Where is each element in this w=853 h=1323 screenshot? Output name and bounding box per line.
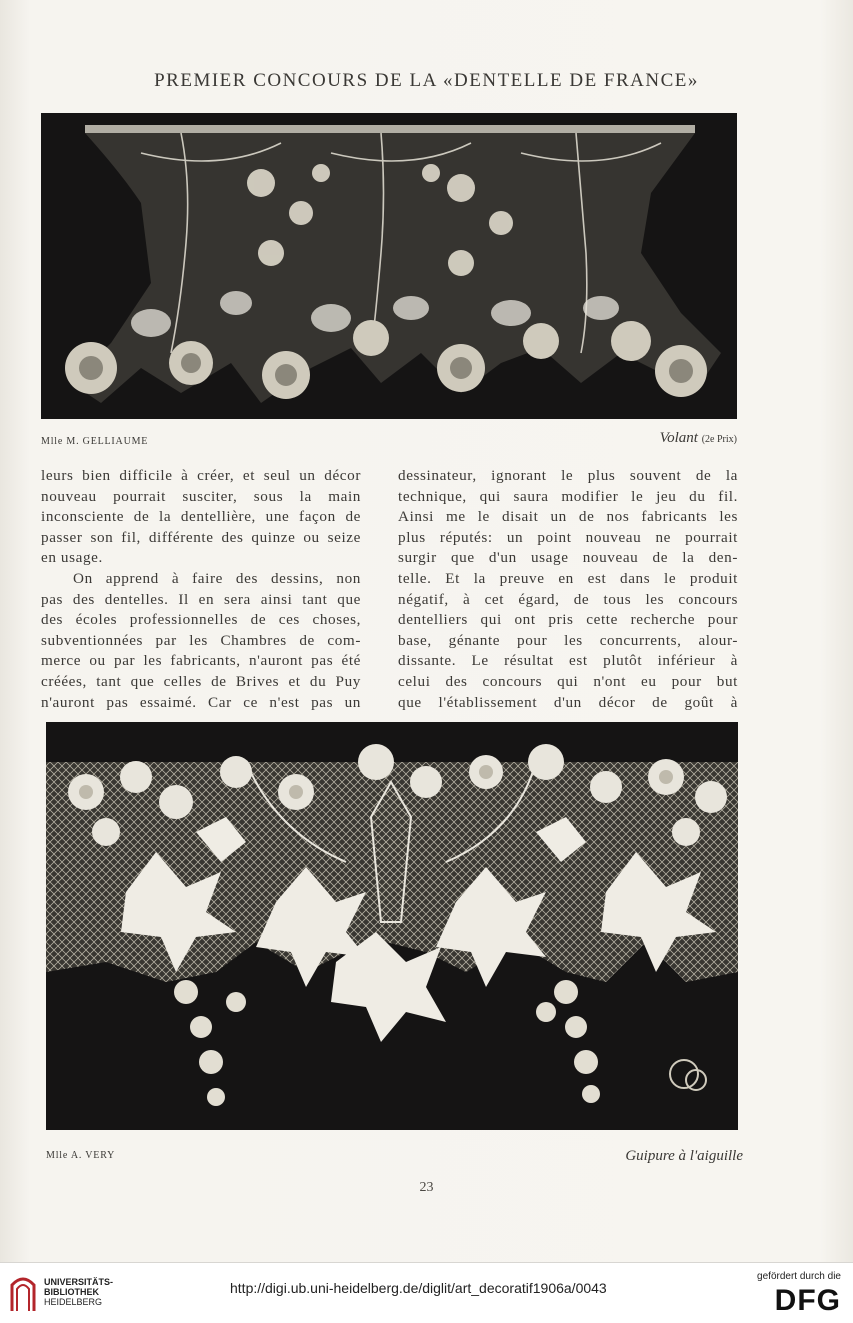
plate1-caption-prize: (2e Prix) [701,434,737,445]
viewer-footer [0,1262,853,1323]
plate1-caption-title [660,430,737,447]
text-column-left [41,466,361,713]
text-line: dissante. Le résultat est plutôt inférieur à [398,652,738,670]
library-logo-icon [10,1271,36,1313]
text-line: leurs bien difficile à créer, et seul un décor [41,467,361,484]
plate2-caption-artist: Mlle A. VERY [46,1150,116,1161]
text-line: des écoles professionnelles de ces choses, [41,611,361,629]
library-line: UNIVERSITÄTS- [44,1277,114,1287]
text-line: base, génante pour les concurrents, alour- [398,631,738,649]
text-line: merce ou par les fabricants, n'auront pas été [41,652,361,670]
text-column-right [398,466,738,713]
text-line: technique, qui saura modifier le jeu du fil. [398,487,738,505]
text-line: dessinateur, ignorant le plus souvent de la [398,467,738,484]
text-line: surgir que d'un usage nouveau de la den- [398,549,738,567]
text-line: On apprend à faire des dessins, non [73,569,361,587]
text-line: en usage. [41,549,103,567]
text-line: pas des dentelles. Il en sera ainsi tant que [41,590,361,608]
text-line: Ainsi me le disait un de nos fabricants les [398,508,738,526]
dfg-logo: DFG [774,1284,841,1317]
library-name [44,1277,113,1307]
text-line: créées, tant que celles de Brives et du Puy [41,672,361,690]
text-line: passer son fil, différente des quinze ou seize [41,528,361,546]
library-line: BIBLIOTHEK [44,1287,99,1297]
plate1-caption-artist: Mlle M. GELLIAUME [41,436,149,447]
running-head: PREMIER CONCOURS DE LA «DENTELLE DE FRANCE» [154,70,699,91]
funding-label: gefördert durch die [757,1271,841,1282]
text-line: négatif, à cet égard, de tous les concours [398,590,738,608]
text-line: subventionnées par les Chambres de com- [41,631,361,649]
text-line: que l'établissement d'un décor de goût à [398,693,738,711]
lace-plate-guipure [46,722,738,1130]
lace-illustration-guipure [46,722,738,1130]
library-line: HEIDELBERG [44,1297,103,1307]
lace-plate-volant [41,113,737,419]
page-number: 23 [419,1180,434,1195]
text-line: celui des concours qui n'ont eu pour but [398,672,738,690]
text-line: dentelliers qui ont pris cette recherche pour [398,611,738,629]
lace-illustration-volant [41,113,737,419]
text-line: plus réputés: un point nouveau ne pourrait [398,528,738,546]
text-line: telle. Et la preuve en est dans le produit [398,569,738,587]
text-line: inconsciente de la dentellière, une façon de [41,508,361,526]
text-line: n'auront pas essaimé. Car ce n'est pas un [41,693,361,711]
plate1-caption-name: Volant [659,430,698,446]
permalink-url[interactable]: http://digi.ub.uni-heidelberg.de/diglit/art_decoratif1906a/0043 [230,1280,607,1296]
plate2-caption-title: Guipure à l'aiguille [625,1148,743,1164]
text-line: nouveau pourrait susciter, sous la main [41,487,361,505]
